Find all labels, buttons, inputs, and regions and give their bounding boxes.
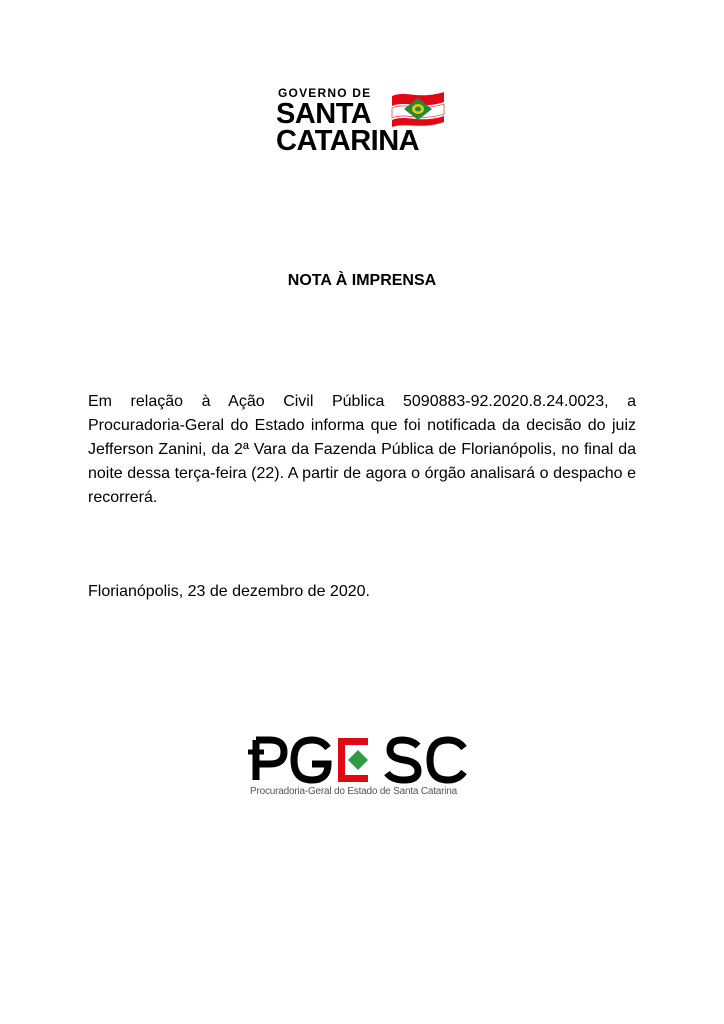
logo-line-3: CATARINA bbox=[276, 125, 420, 157]
date-line: Florianópolis, 23 de dezembro de 2020. bbox=[88, 583, 370, 600]
logo-line-1: GOVERNO DE bbox=[278, 86, 372, 100]
pge-tagline: Procuradoria-Geral do Estado de Santa Catarina bbox=[250, 786, 458, 797]
page-title: NOTA À IMPRENSA bbox=[287, 272, 437, 289]
pge-sc-wordmark-icon bbox=[248, 736, 468, 786]
governo-santa-catarina-logo bbox=[276, 86, 448, 158]
pge-sc-logo bbox=[248, 736, 468, 800]
logo-line-2: SANTA bbox=[276, 98, 372, 130]
santa-catarina-flag-icon bbox=[388, 90, 446, 128]
press-note-body: Em relação à Ação Civil Pública 5090883-92.2020.8.24.0023, a Procuradoria-Geral do Estado informa que foi notificada da decisão do juiz Jefferson Zanini, da 2ª Vara da Fazenda Pública de Florianópolis, no final da noite dessa terça-feira (22). A partir de agora o órgão analisará o despacho e recorrerá. bbox=[88, 393, 636, 506]
